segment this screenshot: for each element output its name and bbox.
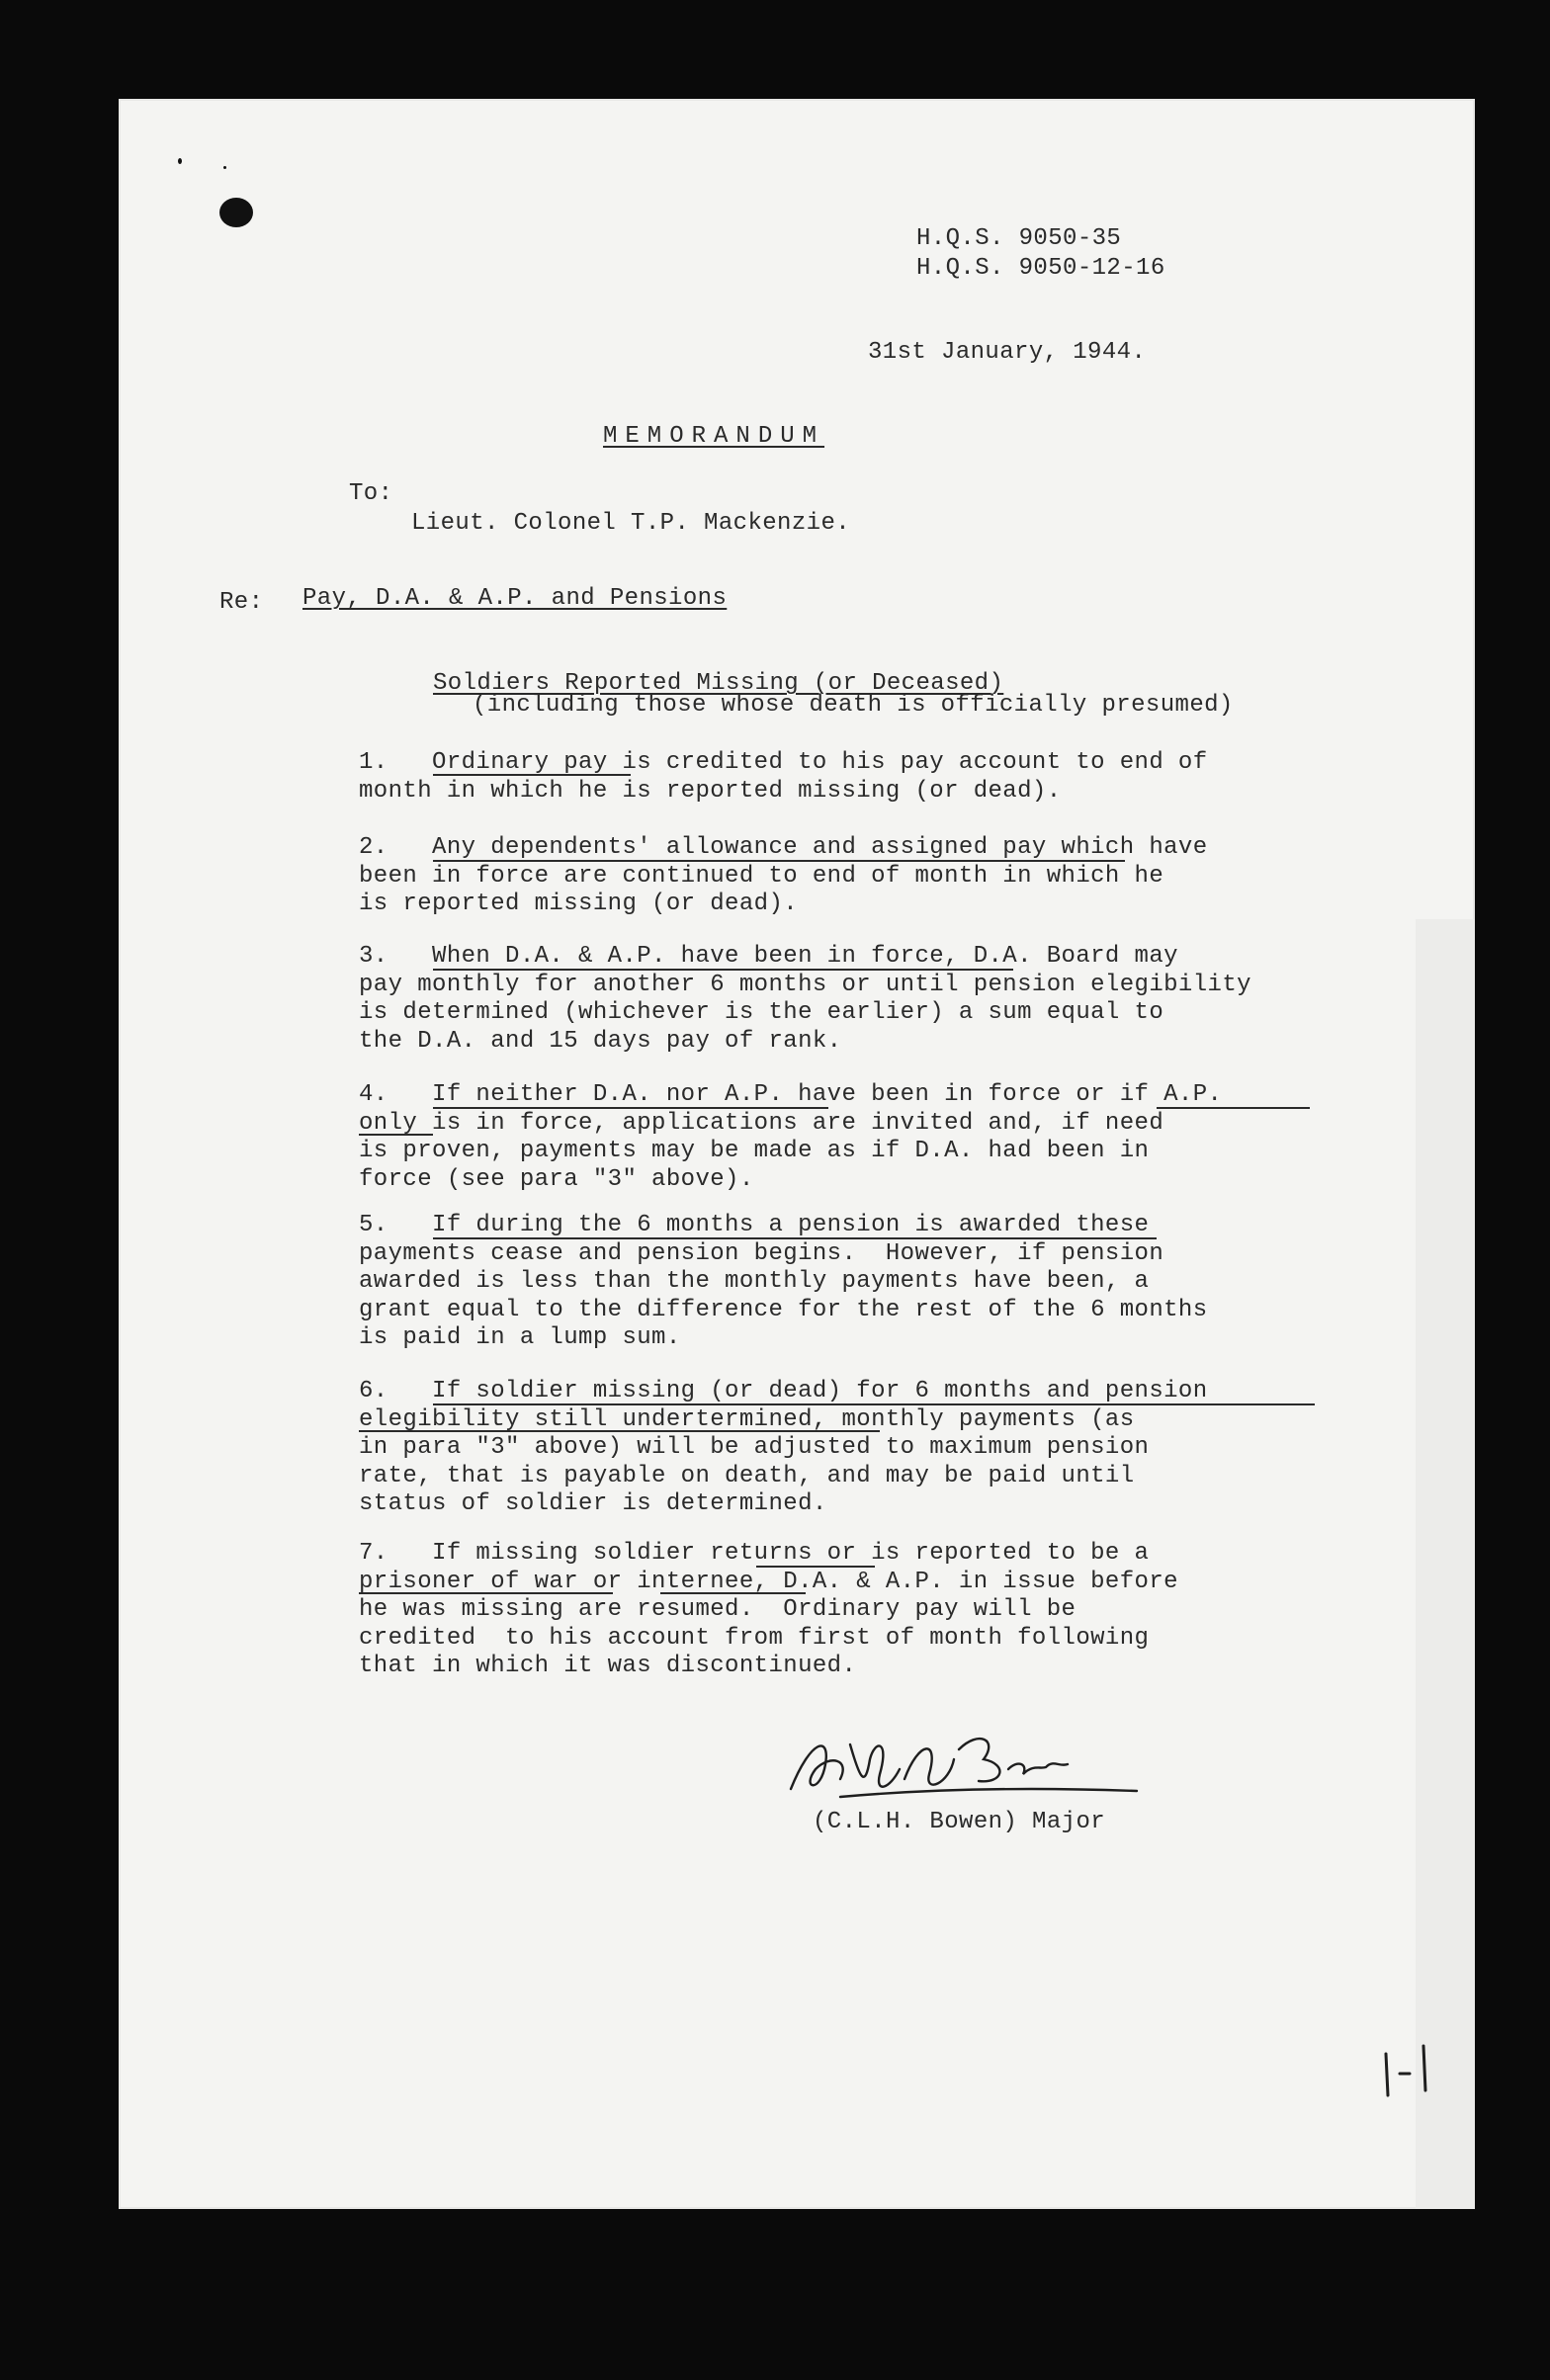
paragraph-line: 4. If neither D.A. nor A.P. have been in force or if A.P. — [359, 1081, 1223, 1108]
paragraph-line: is paid in a lump sum. — [359, 1324, 681, 1351]
paragraph-line: 7. If missing soldier returns or is reported to be a — [359, 1540, 1150, 1567]
recipient-name: Lieut. Colonel T.P. Mackenzie. — [411, 510, 851, 537]
section-subheading: (including those whose death is officially presumed) — [473, 692, 1234, 719]
paragraph-line: status of soldier is determined. — [359, 1490, 827, 1517]
paragraph-line: that in which it was discontinued. — [359, 1653, 857, 1679]
file-reference: H.Q.S. 9050-35 — [916, 225, 1122, 252]
paragraph-line: in para "3" above) will be adjusted to maximum pension — [359, 1434, 1150, 1461]
memo-date: 31st January, 1944. — [868, 339, 1147, 366]
paragraph-line: month in which he is reported missing (or dead). — [359, 777, 1062, 805]
paragraph-line: awarded is less than the monthly payments have been, a — [359, 1268, 1150, 1295]
signatory-name: (C.L.H. Bowen) Major — [813, 1809, 1106, 1835]
handwritten-signature — [781, 1720, 1147, 1809]
file-reference: H.Q.S. 9050-12-16 — [916, 255, 1165, 282]
paragraph-line: only is in force, applications are invited and, if need — [359, 1109, 1164, 1137]
paragraph-line: the D.A. and 15 days pay of rank. — [359, 1027, 842, 1055]
paragraph-line: pay monthly for another 6 months or until pension elegibility — [359, 971, 1251, 998]
paragraph-line: credited to his account from first of month following — [359, 1624, 1150, 1652]
paragraph-line: 2. Any dependents' allowance and assigned pay which have — [359, 834, 1208, 861]
paragraph-line: 3. When D.A. & A.P. have been in force, D.A. Board may — [359, 943, 1178, 970]
paragraph-line: 6. If soldier missing (or dead) for 6 months and pension — [359, 1378, 1208, 1404]
subject-label: Re: — [219, 589, 264, 616]
paragraph-line: elegibility still undertermined, monthly payments (as — [359, 1405, 1135, 1433]
paragraph-line: he was missing are resumed. Ordinary pay will be — [359, 1596, 1076, 1623]
memo-title: MEMORANDUM — [603, 423, 825, 450]
paragraph-line: is proven, payments may be made as if D.A. had been in — [359, 1138, 1150, 1164]
to-label: To: — [349, 480, 393, 507]
section-heading: Soldiers Reported Missing (or Deceased) — [433, 670, 1004, 697]
paragraph-line: is reported missing (or dead). — [359, 891, 799, 917]
handwritten-page-mark — [1374, 2036, 1453, 2105]
paragraph-line: payments cease and pension begins. However, if pension — [359, 1239, 1164, 1267]
paragraph-line: rate, that is payable on death, and may be paid until — [359, 1462, 1135, 1489]
paragraph-line: been in force are continued to end of month in which he — [359, 862, 1164, 890]
paragraph-line: is determined (whichever is the earlier) a sum equal to — [359, 999, 1164, 1026]
paragraph-line: prisoner of war or internee, D.A. & A.P. in issue before — [359, 1568, 1178, 1595]
paragraph-line: grant equal to the difference for the rest of the 6 months — [359, 1296, 1208, 1323]
paragraph-line: 1. Ordinary pay is credited to his pay account to end of — [359, 749, 1208, 776]
paragraph-line: force (see para "3" above). — [359, 1165, 754, 1193]
subject-text: Pay, D.A. & A.P. and Pensions — [302, 585, 728, 612]
paragraph-line: 5. If during the 6 months a pension is awarded these — [359, 1212, 1150, 1238]
